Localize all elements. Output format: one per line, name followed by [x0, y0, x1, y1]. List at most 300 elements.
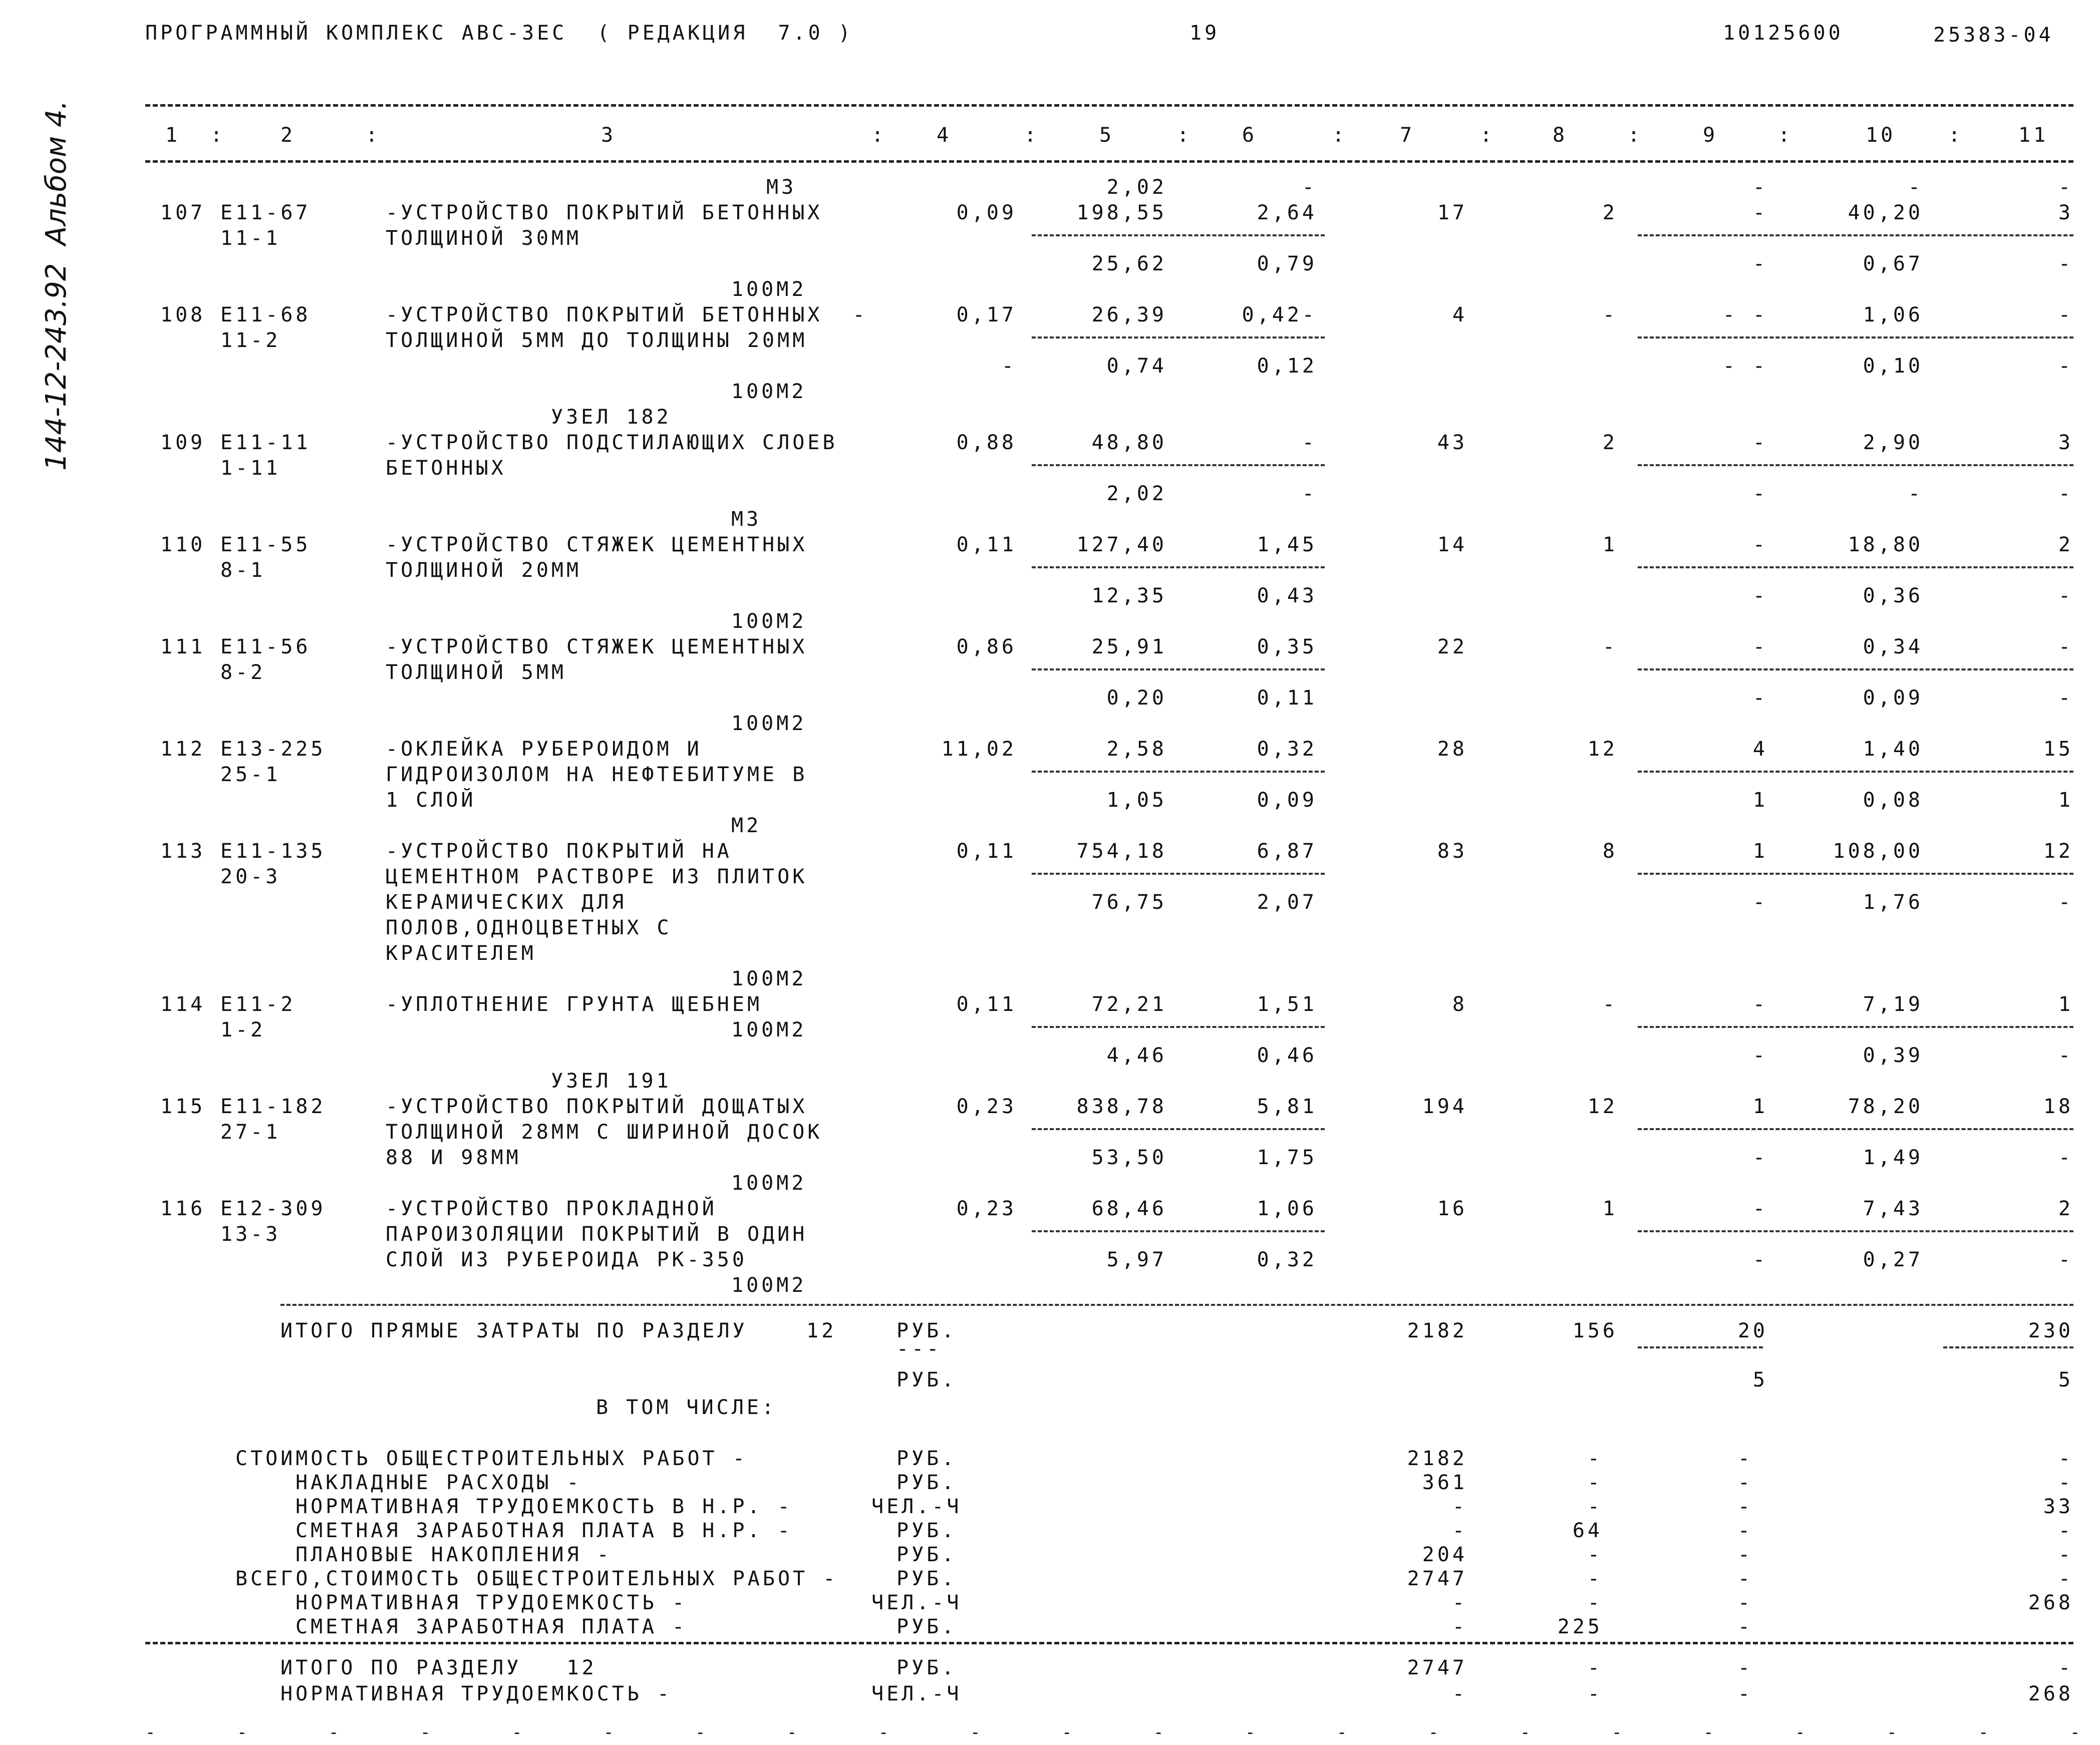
cell-c11: 2 — [2058, 533, 2073, 556]
summary-unit: РУБ. — [896, 1447, 957, 1470]
cell-c11: 15 — [2043, 738, 2073, 761]
cell-c6: 6,87 — [1257, 840, 1317, 863]
cell-c8: 64 — [1572, 1519, 1603, 1542]
row-number: 108 — [160, 303, 206, 326]
work-description: -УСТРОЙСТВО ПОКРЫТИЙ БЕТОННЫХ - — [386, 303, 868, 326]
cell-c10b: 0,27 — [1863, 1248, 1923, 1271]
cell-c6b: - — [1302, 482, 1317, 505]
column-header-7: 7 — [1400, 124, 1415, 147]
column-separator: : — [1024, 124, 1040, 147]
cell-c5b: 4,46 — [1106, 1044, 1167, 1067]
unit-label: 100М2 — [731, 610, 807, 633]
cell-c5: 68,46 — [1091, 1197, 1167, 1220]
unit-label: 100М2 — [731, 1018, 807, 1041]
summary-label: НОРМАТИВНАЯ ТРУДОЕМКОСТЬ - — [295, 1591, 688, 1614]
cell-c9b: - — [1752, 1146, 1768, 1169]
cell-c5: 198,55 — [1076, 201, 1167, 224]
norm-code: Е13-225 — [220, 738, 326, 761]
cell-c4: 11,02 — [941, 738, 1017, 761]
cell-c10: 78,20 — [1848, 1095, 1923, 1118]
summary-unit: РУБ. — [896, 1519, 957, 1542]
work-description: ТОЛЩИНОЙ 20ММ — [386, 559, 582, 582]
cell-c5: 754,18 — [1076, 840, 1167, 863]
cell-c6: 1,06 — [1257, 1197, 1317, 1220]
cell-c4: 0,88 — [956, 431, 1017, 454]
cell-c8: - — [1587, 1543, 1603, 1566]
summary-label: ВСЕГО,СТОИМОСТЬ ОБЩЕСТРОИТЕЛЬНЫХ РАБОТ - — [235, 1567, 838, 1590]
cell-c9: - — [1737, 1543, 1753, 1566]
cell-c10: 18,80 — [1848, 533, 1923, 556]
cell-c9: - - — [1722, 303, 1768, 326]
cell-c11: 268 — [2028, 1682, 2073, 1705]
cell-c8: - — [1587, 1591, 1603, 1614]
cell-rule — [1638, 1230, 2073, 1232]
cell-c10: 108,00 — [1833, 840, 1923, 863]
cell-c6b: 0,12 — [1257, 355, 1317, 378]
cell-c6: 1,45 — [1257, 533, 1317, 556]
cell-c7: 2182 — [1407, 1319, 1467, 1342]
cell-c10: 40,20 — [1848, 201, 1923, 224]
cell-c11: - — [2058, 635, 2073, 658]
cell-c11b: - — [2058, 482, 2073, 505]
norm-code: Е11-135 — [220, 840, 326, 863]
cell-c7: 43 — [1437, 431, 1467, 454]
cell-rule — [1032, 464, 1325, 466]
cell-c7: 28 — [1437, 738, 1467, 761]
cell-c5b: 53,50 — [1091, 1146, 1167, 1169]
cell-c6: - — [1302, 176, 1317, 199]
cell-c9: - — [1737, 1615, 1753, 1638]
work-description: -УСТРОЙСТВО ПОДСТИЛАЮЩИХ СЛОЕВ — [386, 431, 838, 454]
cell-c11b: - — [2058, 1146, 2073, 1169]
column-separator: : — [871, 124, 887, 147]
norm-code: Е11-182 — [220, 1095, 326, 1118]
totals-including: В ТОМ ЧИСЛЕ: — [596, 1396, 777, 1419]
cell-c8: - — [1587, 1471, 1603, 1494]
column-header-5: 5 — [1099, 124, 1115, 147]
column-separator: : — [210, 124, 226, 147]
node-label: УЗЕЛ 182 — [551, 406, 672, 429]
work-description: КРАСИТЕЛЕМ — [386, 942, 536, 965]
footer-mark: - — [1520, 1722, 1534, 1742]
cell-c7: - — [1452, 1591, 1467, 1614]
cell-c9: - — [1737, 1519, 1753, 1542]
norm-subcode: 8-2 — [220, 661, 266, 684]
summary-unit: РУБ. — [896, 1471, 957, 1494]
cell-c4: 0,11 — [956, 533, 1017, 556]
column-header-2: 2 — [280, 124, 296, 147]
cell-rule — [1638, 771, 2073, 773]
footer-mark: - — [1062, 1722, 1075, 1742]
column-separator: : — [1628, 124, 1643, 147]
unit-label: 100М2 — [731, 1274, 807, 1297]
unit-label: 100М2 — [731, 1172, 807, 1195]
footer-mark: - — [970, 1722, 984, 1742]
row-number: 113 — [160, 840, 206, 863]
footer-mark: - — [1612, 1722, 1625, 1742]
cell-c7: - — [1452, 1682, 1467, 1705]
work-description: -УСТРОЙСТВО ПОКРЫТИЙ БЕТОННЫХ — [386, 201, 823, 224]
column-header-3: 3 — [601, 124, 617, 147]
cell-c9: - — [1737, 1591, 1753, 1614]
cell-c6: 0,35 — [1257, 635, 1317, 658]
footer-mark: - — [1337, 1722, 1350, 1742]
cell-c6: 5,81 — [1257, 1095, 1317, 1118]
work-description: СЛОЙ ИЗ РУБЕРОИДА РК-350 — [386, 1248, 747, 1271]
cell-c11: 268 — [2028, 1591, 2073, 1614]
cell-c11: - — [2058, 1656, 2073, 1679]
cell-c7: - — [1452, 1495, 1467, 1518]
cell-c9: - — [1737, 1567, 1753, 1590]
cell-c9: - — [1737, 1447, 1753, 1470]
cell-c6: 1,51 — [1257, 993, 1317, 1016]
section-total-label: НОРМАТИВНАЯ ТРУДОЕМКОСТЬ - — [280, 1682, 673, 1705]
cell-rule — [1638, 234, 2073, 236]
cell-c9: - — [1737, 1495, 1753, 1518]
cell-c6: 0,32 — [1257, 738, 1317, 761]
work-description: ТОЛЩИНОЙ 30ММ — [386, 227, 582, 250]
cell-c8: 1 — [1602, 1197, 1618, 1220]
cell-rule — [1638, 873, 2073, 875]
totals-unit: РУБ. — [896, 1319, 957, 1342]
summary-label: СМЕТНАЯ ЗАРАБОТНАЯ ПЛАТА В Н.Р. - — [295, 1519, 793, 1542]
cell-c11: - — [2058, 1543, 2073, 1566]
header-rule-top — [145, 104, 2073, 107]
cell-c9b: - — [1752, 252, 1768, 275]
cell-c9b: - — [1752, 482, 1768, 505]
work-description: -ОКЛЕЙКА РУБЕРОИДОМ И — [386, 738, 702, 761]
cell-c8: - — [1602, 993, 1618, 1016]
cell-c11: 33 — [2043, 1495, 2073, 1518]
footer-mark: - — [512, 1722, 525, 1742]
cell-rule — [1032, 771, 1325, 773]
totals-unit: РУБ. — [896, 1368, 957, 1391]
cell-c6: 0,42- — [1242, 303, 1317, 326]
footer-mark: - — [695, 1722, 709, 1742]
cell-c9b: - — [1752, 1044, 1768, 1067]
column-separator: : — [1778, 124, 1793, 147]
norm-code: Е11-55 — [220, 533, 311, 556]
cell-c11: - — [2058, 1471, 2073, 1494]
norm-code: Е11-67 — [220, 201, 311, 224]
summary-label: НОРМАТИВНАЯ ТРУДОЕМКОСТЬ В Н.Р. - — [295, 1495, 793, 1518]
footer-mark: - — [1795, 1722, 1809, 1742]
cell-c6b: 2,07 — [1257, 891, 1317, 914]
doc-number: 25383-04 — [1933, 24, 2054, 47]
norm-code: Е11-11 — [220, 431, 311, 454]
cell-c5b: 76,75 — [1091, 891, 1167, 914]
cell-c11: - — [2058, 303, 2073, 326]
row-number: 110 — [160, 533, 206, 556]
cell-c5: 127,40 — [1076, 533, 1167, 556]
cell-c11b: - — [2058, 584, 2073, 607]
cell-c5b: 25,62 — [1091, 252, 1167, 275]
cell-rule — [1638, 566, 2073, 568]
cell-rule — [1943, 1346, 2073, 1348]
norm-subcode: 11-1 — [220, 227, 281, 250]
column-header-9: 9 — [1703, 124, 1718, 147]
cell-c10b: 0,09 — [1863, 686, 1923, 710]
column-separator: : — [1480, 124, 1495, 147]
cell-c11: 1 — [2058, 993, 2073, 1016]
cell-c9b: - — [1752, 891, 1768, 914]
footer-mark: - — [1703, 1722, 1717, 1742]
cell-c4: 0,17 — [956, 303, 1017, 326]
work-description: БЕТОННЫХ — [386, 457, 506, 480]
section-total-unit: ЧЕЛ.-Ч — [871, 1682, 962, 1705]
footer-mark: - — [329, 1722, 342, 1742]
work-description: ПОЛОВ,ОДНОЦВЕТНЫХ С — [386, 916, 672, 939]
cell-c9: - — [1752, 993, 1768, 1016]
cell-rule — [1638, 336, 2073, 338]
footer-mark: - — [1978, 1722, 1992, 1742]
cell-c9b: 1 — [1752, 789, 1768, 812]
footer-mark: - — [604, 1722, 617, 1742]
cell-c7: 2182 — [1407, 1447, 1467, 1470]
summary-label: НАКЛАДНЫЕ РАСХОДЫ - — [295, 1471, 582, 1494]
cell-c9: - — [1752, 533, 1768, 556]
cell-c10b: 0,36 — [1863, 584, 1923, 607]
work-description: КЕРАМИЧЕСКИХ ДЛЯ — [386, 891, 627, 914]
cell-c9b: - - — [1722, 355, 1768, 378]
summary-unit: РУБ. — [896, 1615, 957, 1638]
cell-c10: - — [1908, 176, 1923, 199]
cell-c8: 2 — [1602, 201, 1618, 224]
cell-rule — [1032, 566, 1325, 568]
totals-unit-dash: --- — [896, 1337, 942, 1360]
unit-label: 100М2 — [731, 712, 807, 735]
cell-c7: 22 — [1437, 635, 1467, 658]
cell-c8: - — [1587, 1567, 1603, 1590]
column-separator: : — [366, 124, 381, 147]
cell-c11: - — [2058, 176, 2073, 199]
cell-c7: - — [1452, 1615, 1467, 1638]
cell-c5: 26,39 — [1091, 303, 1167, 326]
column-header-11: 11 — [2018, 124, 2049, 147]
section-total-unit: РУБ. — [896, 1656, 957, 1679]
cell-c11b: - — [2058, 891, 2073, 914]
work-description: -УСТРОЙСТВО ПРОКЛАДНОЙ — [386, 1197, 717, 1220]
row-number: 115 — [160, 1095, 206, 1118]
cell-c11: 3 — [2058, 201, 2073, 224]
norm-code: Е12-309 — [220, 1197, 326, 1220]
cell-c9: - — [1752, 635, 1768, 658]
cell-c11b: - — [2058, 686, 2073, 710]
footer-mark: - — [1887, 1722, 1900, 1742]
cell-c7: 194 — [1422, 1095, 1467, 1118]
cell-c7: 204 — [1422, 1543, 1467, 1566]
cell-rule — [1032, 668, 1325, 670]
totals-rule — [280, 1304, 2073, 1306]
cell-c11: 18 — [2043, 1095, 2073, 1118]
cell-c8: 2 — [1602, 431, 1618, 454]
work-description: -УПЛОТНЕНИЕ ГРУНТА ЩЕБНЕМ — [386, 993, 763, 1016]
norm-code: Е11-56 — [220, 635, 311, 658]
cell-c4: 0,86 — [956, 635, 1017, 658]
cell-c10b: 0,39 — [1863, 1044, 1923, 1067]
cell-c8: - — [1602, 635, 1618, 658]
cell-c8: 12 — [1587, 1095, 1618, 1118]
cell-rule — [1638, 1346, 1763, 1348]
cell-c11: - — [2058, 1519, 2073, 1542]
cell-c10b: 1,76 — [1863, 891, 1923, 914]
cell-c5b: 0,20 — [1106, 686, 1167, 710]
cell-rule — [1032, 873, 1325, 875]
footer-mark: - — [787, 1722, 800, 1742]
footer-mark: - — [1428, 1722, 1442, 1742]
footer-mark: - — [1153, 1722, 1167, 1742]
summary-unit: ЧЕЛ.-Ч — [871, 1591, 962, 1614]
cell-c6b: 0,79 — [1257, 252, 1317, 275]
cell-c9: 5 — [1752, 1368, 1768, 1391]
norm-subcode: 25-1 — [220, 763, 281, 786]
cell-c9b: - — [1752, 584, 1768, 607]
work-description: ТОЛЩИНОЙ 28ММ С ШИРИНОЙ ДОСОК — [386, 1121, 823, 1144]
norm-code: Е11-2 — [220, 993, 296, 1016]
cell-rule — [1638, 668, 2073, 670]
row-number: 114 — [160, 993, 206, 1016]
summary-label: СТОИМОСТЬ ОБЩЕСТРОИТЕЛЬНЫХ РАБОТ - — [235, 1447, 748, 1470]
column-header-8: 8 — [1553, 124, 1568, 147]
cell-c6: - — [1302, 431, 1317, 454]
footer-mark: - — [2070, 1722, 2083, 1742]
node-label: УЗЕЛ 191 — [551, 1070, 672, 1093]
column-header-1: 1 — [165, 124, 181, 147]
cell-c10b: 0,10 — [1863, 355, 1923, 378]
unit-label: 100М2 — [731, 380, 807, 403]
footer-mark: - — [878, 1722, 892, 1742]
footer-mark: - — [237, 1722, 250, 1742]
cell-c5: 25,91 — [1091, 635, 1167, 658]
cell-c9: - — [1752, 1197, 1768, 1220]
cell-c9: 4 — [1752, 738, 1768, 761]
column-header-10: 10 — [1866, 124, 1896, 147]
cell-c9b: - — [1752, 686, 1768, 710]
unit-label: М2 — [731, 814, 762, 837]
cell-rule — [1032, 234, 1325, 236]
cell-c9: - — [1737, 1682, 1753, 1705]
work-description: ТОЛЩИНОЙ 5ММ — [386, 661, 566, 684]
totals-label: ИТОГО ПРЯМЫЕ ЗАТРАТЫ ПО РАЗДЕЛУ — [280, 1319, 748, 1342]
cell-c5: 72,21 — [1091, 993, 1167, 1016]
totals-section: 12 — [806, 1319, 837, 1342]
column-separator: : — [1177, 124, 1192, 147]
cell-c5b: 0,74 — [1106, 355, 1167, 378]
footer-mark: - — [1245, 1722, 1259, 1742]
norm-subcode: 13-3 — [220, 1223, 281, 1246]
cell-c7: 83 — [1437, 840, 1467, 863]
cell-c10: 2,90 — [1863, 431, 1923, 454]
cell-c5b: 2,02 — [1106, 482, 1167, 505]
cell-c5: 2,58 — [1106, 738, 1167, 761]
summary-unit: РУБ. — [896, 1567, 957, 1590]
norm-subcode: 20-3 — [220, 865, 281, 888]
row-number: 111 — [160, 635, 206, 658]
section-total-label: ИТОГО ПО РАЗДЕЛУ 12 — [280, 1656, 597, 1679]
norm-subcode: 1-11 — [220, 457, 281, 480]
cell-c4: 0,23 — [956, 1095, 1017, 1118]
cell-c6b: 0,09 — [1257, 789, 1317, 812]
cell-c4: 0,11 — [956, 840, 1017, 863]
summary-label: ПЛАНОВЫЕ НАКОПЛЕНИЯ - — [295, 1543, 612, 1566]
cell-c6b: 0,46 — [1257, 1044, 1317, 1067]
cell-c7: 4 — [1452, 303, 1467, 326]
cell-c8: - — [1587, 1447, 1603, 1470]
cell-c9: - — [1737, 1656, 1753, 1679]
cell-c5: 48,80 — [1091, 431, 1167, 454]
cell-c5b: 1,05 — [1106, 789, 1167, 812]
cell-c11b: 1 — [2058, 789, 2073, 812]
cell-c5: 2,02 — [1106, 176, 1167, 199]
cell-c11: - — [2058, 1447, 2073, 1470]
cell-c7: 8 — [1452, 993, 1467, 1016]
unit-label: М3 — [766, 176, 797, 199]
work-description: ТОЛЩИНОЙ 5ММ ДО ТОЛЩИНЫ 20ММ — [386, 329, 808, 352]
cell-c10: 1,06 — [1863, 303, 1923, 326]
cell-c10b: - — [1908, 482, 1923, 505]
cell-c8: - — [1602, 303, 1618, 326]
row-number: 116 — [160, 1197, 206, 1220]
cell-c10: 0,34 — [1863, 635, 1923, 658]
cell-c9: 1 — [1752, 1095, 1768, 1118]
cell-c8: 12 — [1587, 738, 1618, 761]
cell-c5b: 12,35 — [1091, 584, 1167, 607]
cell-c6b: 1,75 — [1257, 1146, 1317, 1169]
cell-c11: 12 — [2043, 840, 2073, 863]
work-description: -УСТРОЙСТВО СТЯЖЕК ЦЕМЕНТНЫХ — [386, 635, 808, 658]
cell-c10: 7,19 — [1863, 993, 1923, 1016]
cell-c6b: 0,11 — [1257, 686, 1317, 710]
cell-c9: - — [1752, 176, 1768, 199]
row-number: 112 — [160, 738, 206, 761]
norm-subcode: 1-2 — [220, 1018, 266, 1041]
work-description: ЦЕМЕНТНОМ РАСТВОРЕ ИЗ ПЛИТОК — [386, 865, 808, 888]
cell-rule — [1638, 1128, 2073, 1130]
work-description: -УСТРОЙСТВО СТЯЖЕК ЦЕМЕНТНЫХ — [386, 533, 808, 556]
cell-c11b: - — [2058, 252, 2073, 275]
side-album-label: 144-12-243.92 Альбом 4. — [40, 100, 73, 471]
cell-rule — [1638, 1026, 2073, 1028]
cell-c10b: 0,67 — [1863, 252, 1923, 275]
work-description: ПАРОИЗОЛЯЦИИ ПОКРЫТИЙ В ОДИН — [386, 1223, 808, 1246]
cell-c5b: 5,97 — [1106, 1248, 1167, 1271]
cell-c11b: - — [2058, 1044, 2073, 1067]
cell-c8: 8 — [1602, 840, 1618, 863]
norm-subcode: 8-1 — [220, 559, 266, 582]
cell-rule — [1032, 1128, 1325, 1130]
cell-rule — [1638, 464, 2073, 466]
work-description: 1 СЛОЙ — [386, 789, 476, 812]
header-rule-bottom — [145, 160, 2073, 163]
cell-c9: - — [1737, 1471, 1753, 1494]
cell-c7: 17 — [1437, 201, 1467, 224]
cell-c4: 0,09 — [956, 201, 1017, 224]
cell-c8: 1 — [1602, 533, 1618, 556]
cell-c6b: 0,32 — [1257, 1248, 1317, 1271]
cell-c11b: - — [2058, 355, 2073, 378]
summary-unit: РУБ. — [896, 1543, 957, 1566]
work-description: 88 И 98ММ — [386, 1146, 521, 1169]
column-separator: : — [1948, 124, 1964, 147]
cell-c9: 20 — [1737, 1319, 1768, 1342]
cell-rule — [1032, 1026, 1325, 1028]
cell-c11: 5 — [2058, 1368, 2073, 1391]
work-description: ГИДРОИЗОЛОМ НА НЕФТЕБИТУМЕ В — [386, 763, 808, 786]
cell-c11: 230 — [2028, 1319, 2073, 1342]
cell-c7: - — [1452, 1519, 1467, 1542]
cell-c8: - — [1587, 1682, 1603, 1705]
norm-subcode: 11-2 — [220, 329, 281, 352]
